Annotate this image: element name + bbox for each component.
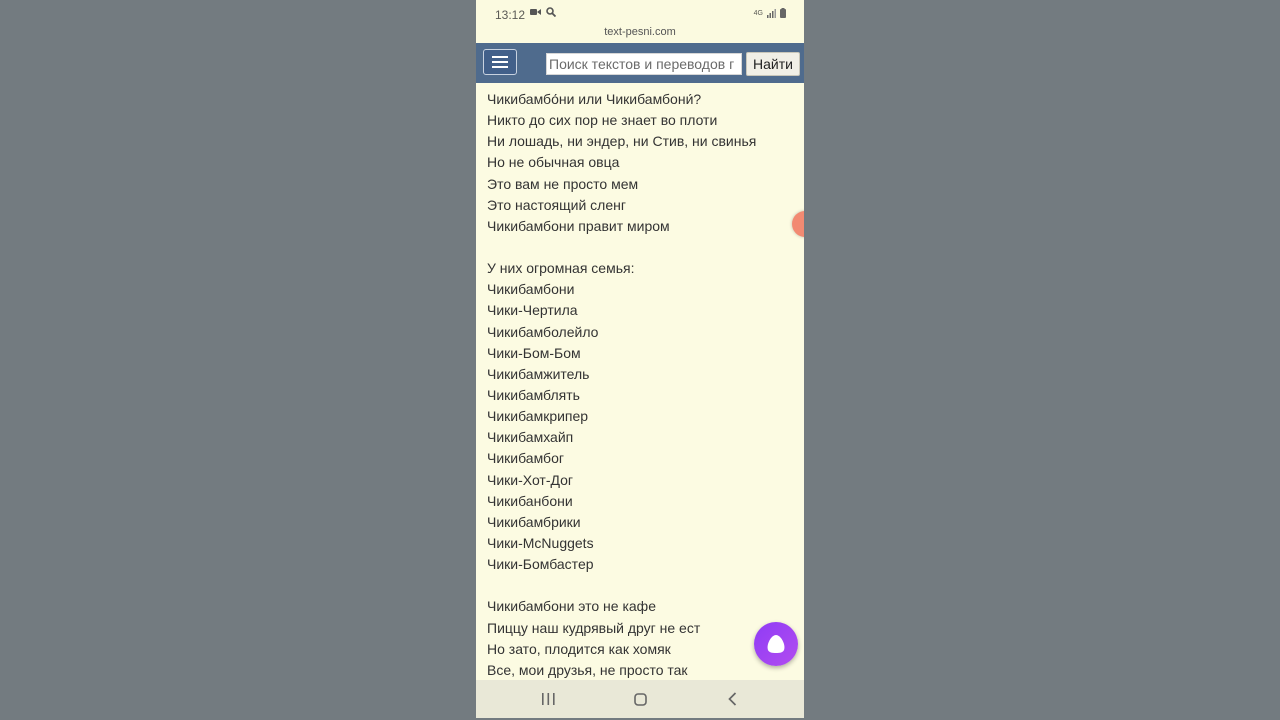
lyric-line: Чикибанбони bbox=[487, 492, 573, 509]
search-icon bbox=[546, 7, 556, 17]
search-input[interactable] bbox=[546, 53, 742, 75]
lyric-line: Чикибамкрипер bbox=[487, 408, 589, 425]
lyric-line: Все, мои друзья, не просто так bbox=[487, 661, 688, 678]
lyric-line: Но не обычная овца bbox=[487, 154, 620, 171]
stanza-break bbox=[487, 237, 787, 258]
lyric-line: Чики-Бом-Бом bbox=[487, 344, 581, 361]
status-icons-right bbox=[754, 8, 786, 18]
stanza-break bbox=[487, 575, 787, 596]
site-header bbox=[476, 43, 804, 83]
battery-icon bbox=[780, 8, 786, 18]
side-panel-handle[interactable] bbox=[792, 211, 804, 237]
url-text: text-pesni.com bbox=[604, 26, 676, 38]
search-button[interactable]: Найти bbox=[746, 52, 800, 76]
home-icon[interactable] bbox=[634, 693, 647, 706]
signal-icon bbox=[767, 9, 776, 18]
recents-icon[interactable] bbox=[542, 693, 555, 705]
assistant-button[interactable] bbox=[754, 622, 798, 666]
navigation-bar bbox=[476, 680, 804, 718]
lyric-line: У них огромная семья: bbox=[487, 260, 635, 277]
phone-screen bbox=[476, 0, 804, 718]
lyric-line: Чики-Хот-Дог bbox=[487, 471, 574, 488]
lyric-line: Это вам не просто мем bbox=[487, 175, 639, 192]
lyric-line: Но зато, плодится как хомяк bbox=[487, 640, 671, 657]
back-icon[interactable] bbox=[728, 692, 737, 706]
lyric-line: Чикибамхайп bbox=[487, 429, 574, 446]
lyric-line: Чикибамжитель bbox=[487, 365, 590, 382]
lyric-line: Чики-Бомбастер bbox=[487, 556, 594, 573]
lyrics-text bbox=[487, 89, 787, 681]
lyric-line: Чикибамболейло bbox=[487, 323, 599, 340]
status-bar bbox=[476, 0, 804, 28]
lyric-line: Чики-Чертила bbox=[487, 302, 578, 319]
lyric-line: Чикибамбони bbox=[487, 281, 575, 298]
lyric-line: Пиццу наш кудрявый друг не ест bbox=[487, 619, 701, 636]
url-bar[interactable] bbox=[476, 26, 804, 42]
lyric-line: Чикибамбог bbox=[487, 450, 564, 467]
lyric-line: Чикибамбони правит миром bbox=[487, 217, 670, 234]
lyric-line: Никто до сих пор не знает во плоти bbox=[487, 112, 718, 129]
lyric-line: Чикибамблять bbox=[487, 386, 580, 403]
lyric-line: Это настоящий сленг bbox=[487, 196, 626, 213]
lyric-line: Ни лошадь, ни эндер, ни Стив, ни свинья bbox=[487, 133, 757, 150]
network-type-label: 4G bbox=[753, 9, 763, 17]
lyric-line: Чики-McNuggets bbox=[487, 534, 594, 551]
hamburger-icon bbox=[492, 56, 508, 58]
status-icons-left bbox=[530, 7, 556, 17]
alice-assistant-icon bbox=[764, 632, 788, 656]
lyric-line: Чикибамбо́ни или Чикибамбони́? bbox=[487, 91, 702, 107]
lyric-line: Чикибамбрики bbox=[487, 513, 581, 530]
menu-button[interactable] bbox=[483, 49, 517, 75]
status-time: 13:12 bbox=[495, 8, 526, 22]
lyric-line: Чикибамбони это не кафе bbox=[487, 598, 656, 615]
video-camera-icon bbox=[530, 8, 541, 16]
